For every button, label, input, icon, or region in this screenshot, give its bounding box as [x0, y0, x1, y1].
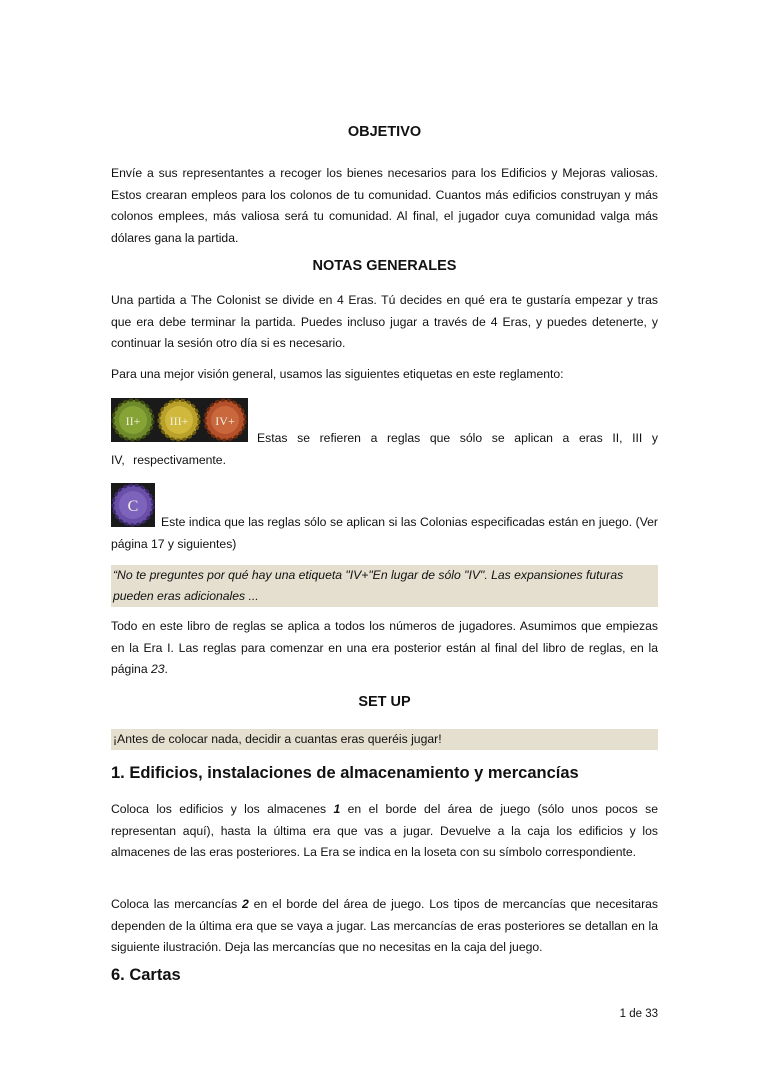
note-line-2: pueden eras adicionales ... [113, 589, 259, 603]
p5-text: Todo en este libro de reglas se aplica a todos los números de jugadores. Asumimos que empiezas en la Era I. Las reglas para comenzar en una era posterior están al final del libro de reglas, en la página [111, 619, 658, 676]
notas-paragraph-5 [111, 616, 658, 681]
section-1-paragraph-1 [111, 799, 658, 864]
page-number: 1 de 33 [619, 1008, 658, 1020]
objetivo-paragraph: Envíe a sus representantes a recoger los bienes necesarios para los Edificios y Mejoras valiosas. Estos crearan empleos para los colonos de tu comunidad. Cuantos más edificios construyan y más colonos emplees, más valiosa será tu comunidad. Al final, el jugador cuya comunidad valga más dólares gana la partida. [111, 166, 658, 245]
notas-paragraph-1: Una partida a The Colonist se divide en 4 Eras. Tú decides en qué era te gustaría empezar y tras que era debe terminar la partida. Puedes incluso jugar a través de 4 Eras, y puedes detenerte, y continuar la sesión otro día si es necesario. [111, 293, 658, 350]
s1p2-text-b: en el borde del área de juego. Los tipos de mercancías que necesitaras dependen de la última era que se vaya a jugar. Las mercancías de eras posteriores se detallan en la siguiente ilustración. Deja las mercancías que no necesitas en la caja del juego. [111, 897, 659, 954]
p5-end: . [164, 662, 168, 676]
s1p1-text-a: Coloca los edificios y los almacenes [111, 802, 334, 816]
note-line-1: “No te preguntes por qué hay una etiqueta "IV+"En lugar de sólo "IV". Las expansiones futuras [113, 568, 624, 582]
objetivo-heading: OBJETIVO [347, 124, 422, 140]
note-box [111, 565, 658, 607]
badge-ii-label: II+ [125, 414, 141, 428]
section-6-heading: 6. Cartas [111, 966, 181, 984]
s1p1-number: 1 [333, 802, 341, 816]
s1p2-text-a: Coloca las mercancías [111, 897, 243, 911]
p5-page-link: 23 [150, 662, 165, 676]
setup-note: ¡Antes de colocar nada, decidir a cuantas eras queréis jugar! [111, 729, 658, 750]
notas-paragraph-2: Para una mejor visión general, usamos las siguientes etiquetas en este reglamento: [111, 367, 564, 381]
s1p1-text-b: en el borde del área de juego (sólo unos pocos se representan aquí), hasta la última era que vas a jugar. Devuelve a la caja los edificios y los almacenes de las eras posteriores. La Era se indica en la loseta con su símbolo correspondiente. [111, 802, 658, 859]
notas-heading: NOTAS GENERALES [312, 258, 457, 274]
setup-heading: SET UP [358, 694, 411, 710]
badge-iv-label: IV+ [215, 414, 235, 428]
colony-badge-label: C [127, 498, 139, 515]
badges-description: Estas se refieren a reglas que sólo se aplican a eras II, III y IV, respectivamente. [111, 431, 658, 467]
section-1-heading: 1. Edificios, instalaciones de almacenamiento y mercancías [111, 764, 579, 782]
badge-iii-label: III+ [169, 414, 189, 428]
section-1-paragraph-2 [111, 894, 658, 959]
colony-description: Este indica que las reglas sólo se aplican si las Colonias especificadas están en juego. (Ver página 17 y siguientes) [111, 515, 658, 551]
s1p2-number: 2 [242, 897, 249, 911]
